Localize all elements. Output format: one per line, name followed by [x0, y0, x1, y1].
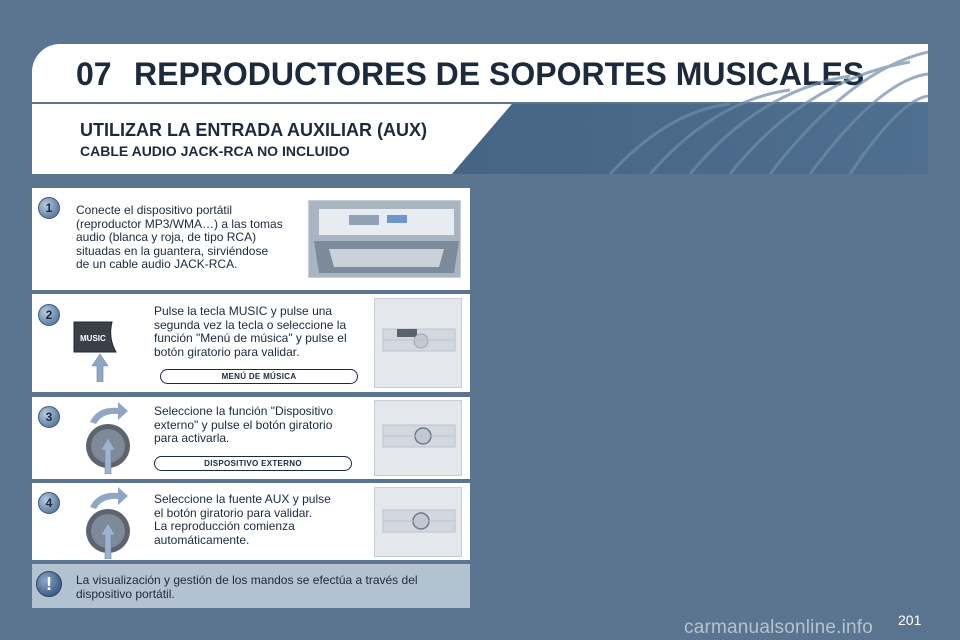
rotary-knob-illustration-4	[82, 483, 136, 559]
step-4-text: Seleccione la fuente AUX y pulse el botón giratorio para validar. La reproducción comienza automáticamente.	[154, 492, 331, 547]
radio-panel-photo-3	[374, 400, 462, 476]
step-3-text: Seleccione la función "Dispositivo externo" y pulse el botón giratorio para activarla.	[154, 404, 334, 445]
section-title: UTILIZAR LA ENTRADA AUXILIAR (AUX)	[80, 120, 427, 140]
note-text: La visualización y gestión de los mandos se efectúa a través del dispositivo portátil.	[76, 573, 418, 601]
step-2-text: Pulse la tecla MUSIC y pulse una segunda vez la tecla o seleccione la función "Menú de música" y pulse el botón giratorio para validar.	[154, 304, 347, 359]
step-4-badge: 4	[38, 492, 60, 514]
dispositivo-externo-label: DISPOSITIVO EXTERNO	[154, 456, 352, 471]
radio-panel-photo-2	[374, 298, 462, 388]
music-key-illustration	[72, 320, 118, 382]
radio-panel-photo-4	[374, 487, 462, 557]
up-arrow-icon	[92, 354, 108, 382]
warning-icon: !	[36, 571, 62, 597]
watermark: carmanualsonline.info	[684, 617, 874, 638]
curved-arrow-icon	[90, 487, 128, 509]
glovebox-photo	[308, 200, 461, 278]
page-number: 201	[898, 612, 922, 628]
rotary-knob-illustration-3	[82, 398, 136, 474]
music-key-label: MUSIC	[80, 334, 106, 343]
section-subtitle: CABLE AUDIO JACK-RCA NO INCLUIDO	[80, 143, 350, 159]
step-2-badge: 2	[38, 304, 60, 326]
chapter-title: REPRODUCTORES DE SOPORTES MUSICALES	[134, 56, 865, 92]
step-3-badge: 3	[38, 406, 60, 428]
step-1-text: Conecte el dispositivo portátil (reproductor MP3/WMA…) a las tomas audio (blanca y roja, de tipo RCA) situadas en la guantera, sirviéndose de un cable audio JACK-RCA.	[76, 203, 283, 271]
curved-arrow-icon	[90, 402, 128, 424]
step-1-badge: 1	[38, 197, 60, 219]
menu-musica-label: MENÚ DE MÚSICA	[160, 369, 358, 384]
chapter-number: 07	[76, 56, 112, 92]
